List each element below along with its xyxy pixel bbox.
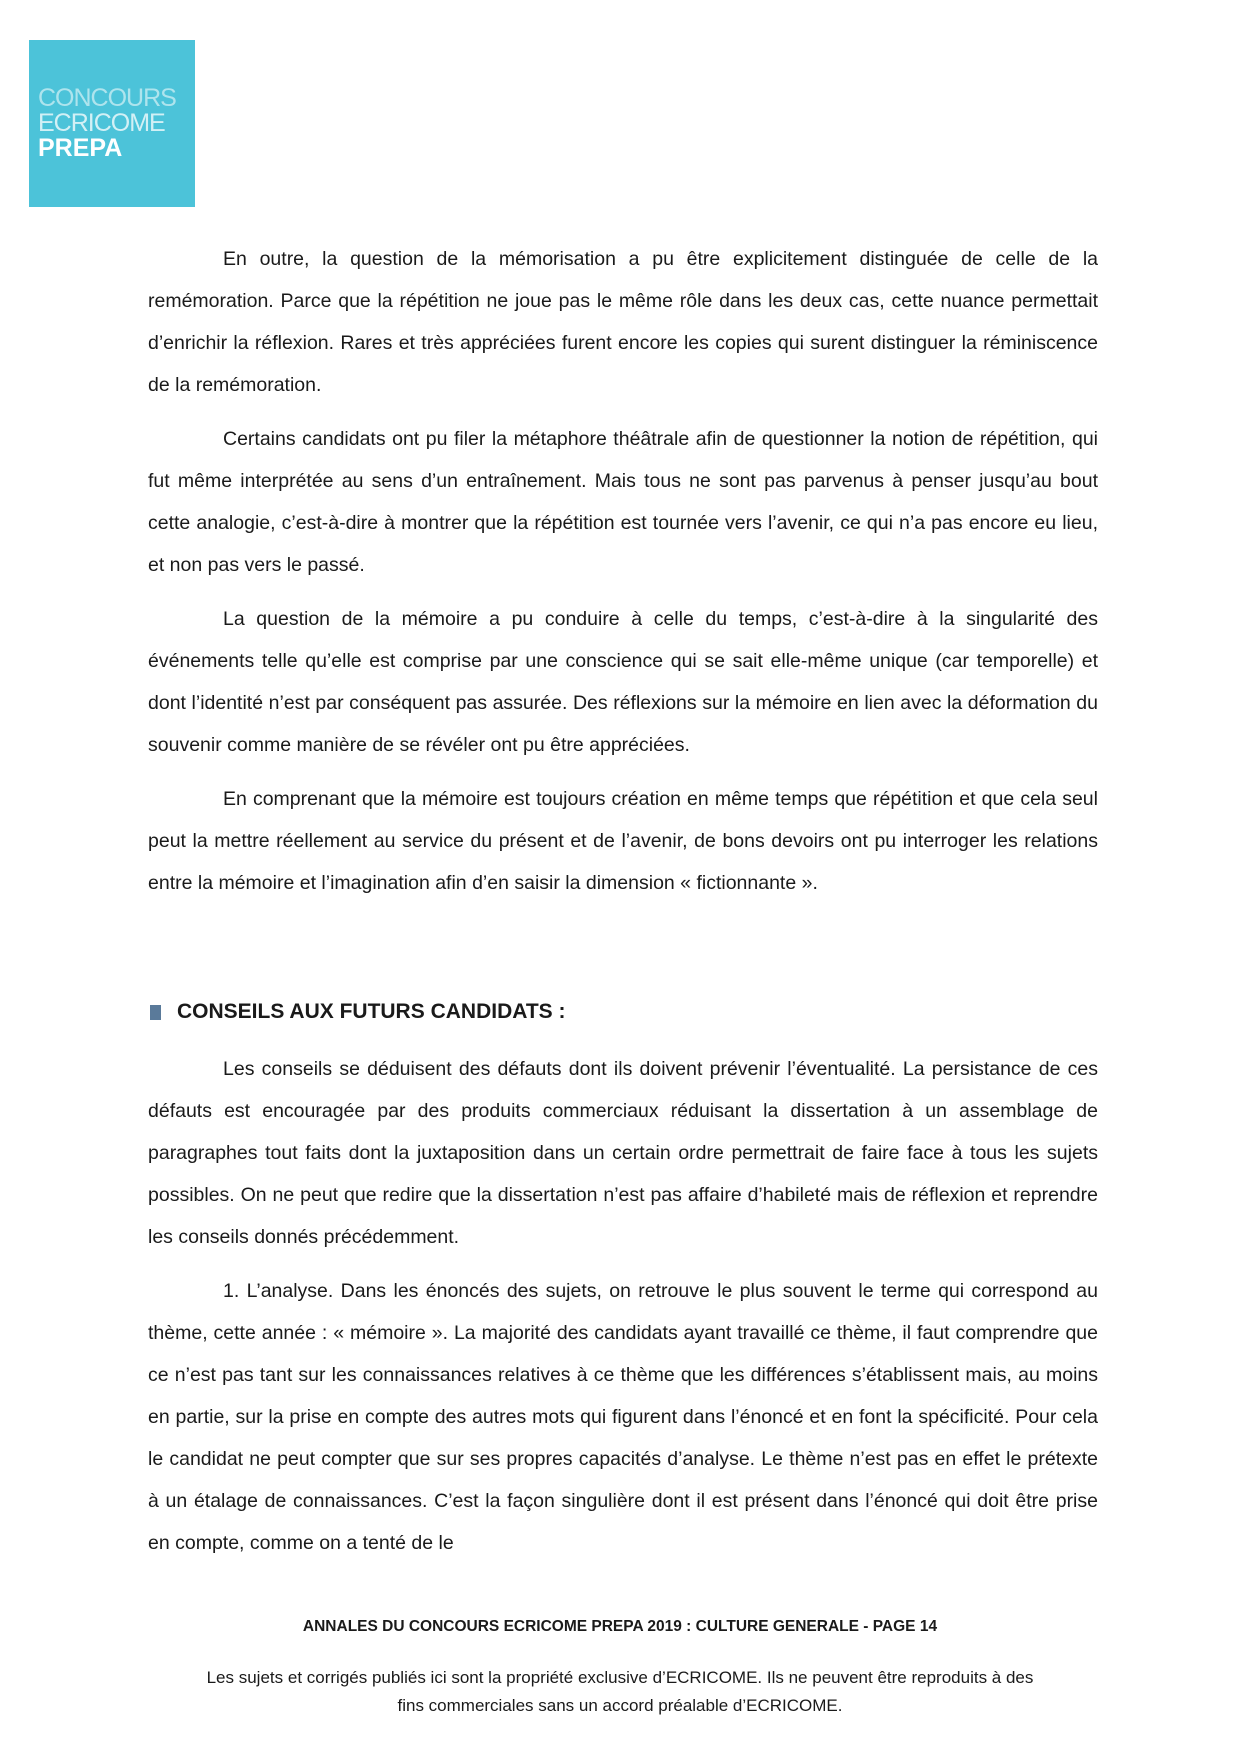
logo-line-ecricome: ECRICOME [38, 109, 165, 137]
ecricome-logo [29, 40, 195, 207]
section-heading-conseils [150, 996, 566, 1028]
paragraph-metaphore-theatrale: Certains candidats ont pu filer la métaphore théâtrale afin de questionner la notion de répétition, qui fut même interprétée au sens d’un entraînement. Mais tous ne sont pas parvenus à penser jusqu’au bout cette analogie, c’est-à-dire à montrer que la répétition est tournée vers l’avenir, ce qui n’a pas encore eu lieu, et non pas vers le passé. [148, 428, 1098, 576]
logo-line-prepa: PREPA [38, 134, 123, 162]
footer-note-line-2: fins commerciales sans un accord préalable d’ECRICOME. [397, 1696, 843, 1715]
paragraph-analyse: 1. L’analyse. Dans les énoncés des sujets, on retrouve le plus souvent le terme qui correspond au thème, cette année : « mémoire ». La majorité des candidats ayant travaillé ce thème, il faut comprendre que ce n’est pas tant sur les connaissances relatives à ce thème que les différences s’établissent mais, au moins en partie, sur la prise en compte des autres mots qui figurent dans l’énoncé et en font la spécificité. Pour cela le candidat ne peut compter que sur ses propres capacités d’analyse. Le thème n’est pas en effet le prétexte à un étalage de connaissances. C’est la façon singulière dont il est présent dans l’énoncé qui doit être prise en compte, comme on a tenté de le [148, 1280, 1098, 1554]
body-text [148, 238, 1098, 916]
section-body-text [148, 1048, 1098, 1576]
paragraph-memoire-temps: La question de la mémoire a pu conduire à celle du temps, c’est-à-dire à la singularité des événements telle qu’elle est comprise par une conscience qui se sait elle-même unique (car temporelle) et dont l’identité n’est par conséquent pas assurée. Des réflexions sur la mémoire en lien avec la déformation du souvenir comme manière de se révéler ont pu être appréciées. [148, 608, 1098, 756]
paragraph-conseils-intro: Les conseils se déduisent des défauts dont ils doivent prévenir l’éventualité. La persistance de ces défauts est encouragée par des produits commerciaux réduisant la dissertation à un assemblage de paragraphes tout faits dont la juxtaposition dans un certain ordre permettrait de faire face à tous les sujets possibles. On ne peut que redire que la dissertation n’est pas affaire d’habileté mais de réflexion et reprendre les conseils donnés précédemment. [148, 1058, 1098, 1248]
heading-bullet-icon [150, 1005, 161, 1020]
paragraph-memorisation: En outre, la question de la mémorisation a pu être explicitement distinguée de celle de la remémoration. Parce que la répétition ne joue pas le même rôle dans les deux cas, cette nuance permettait d’enrichir la réflexion. Rares et très appréciées furent encore les copies qui surent distinguer la réminiscence de la remémoration. [148, 248, 1098, 396]
logo-line-concours: CONCOURS [38, 84, 176, 112]
footer-note-line-1: Les sujets et corrigés publiés ici sont la propriété exclusive d’ECRICOME. Ils ne peuvent être reproduits à des [206, 1668, 1034, 1687]
footer-copyright-note [0, 1664, 1240, 1720]
paragraph-creation-repetition: En comprenant que la mémoire est toujours création en même temps que répétition et que cela seul peut la mettre réellement au service du présent et de l’avenir, de bons devoirs ont pu interroger les relations entre la mémoire et l’imagination afin d’en saisir la dimension « fictionnante ». [148, 788, 1098, 894]
section-heading-text: CONSEILS AUX FUTURS CANDIDATS : [177, 1000, 566, 1023]
footer-title: ANNALES DU CONCOURS ECRICOME PREPA 2019 : CULTURE GENERALE - PAGE 14 [302, 1618, 938, 1635]
